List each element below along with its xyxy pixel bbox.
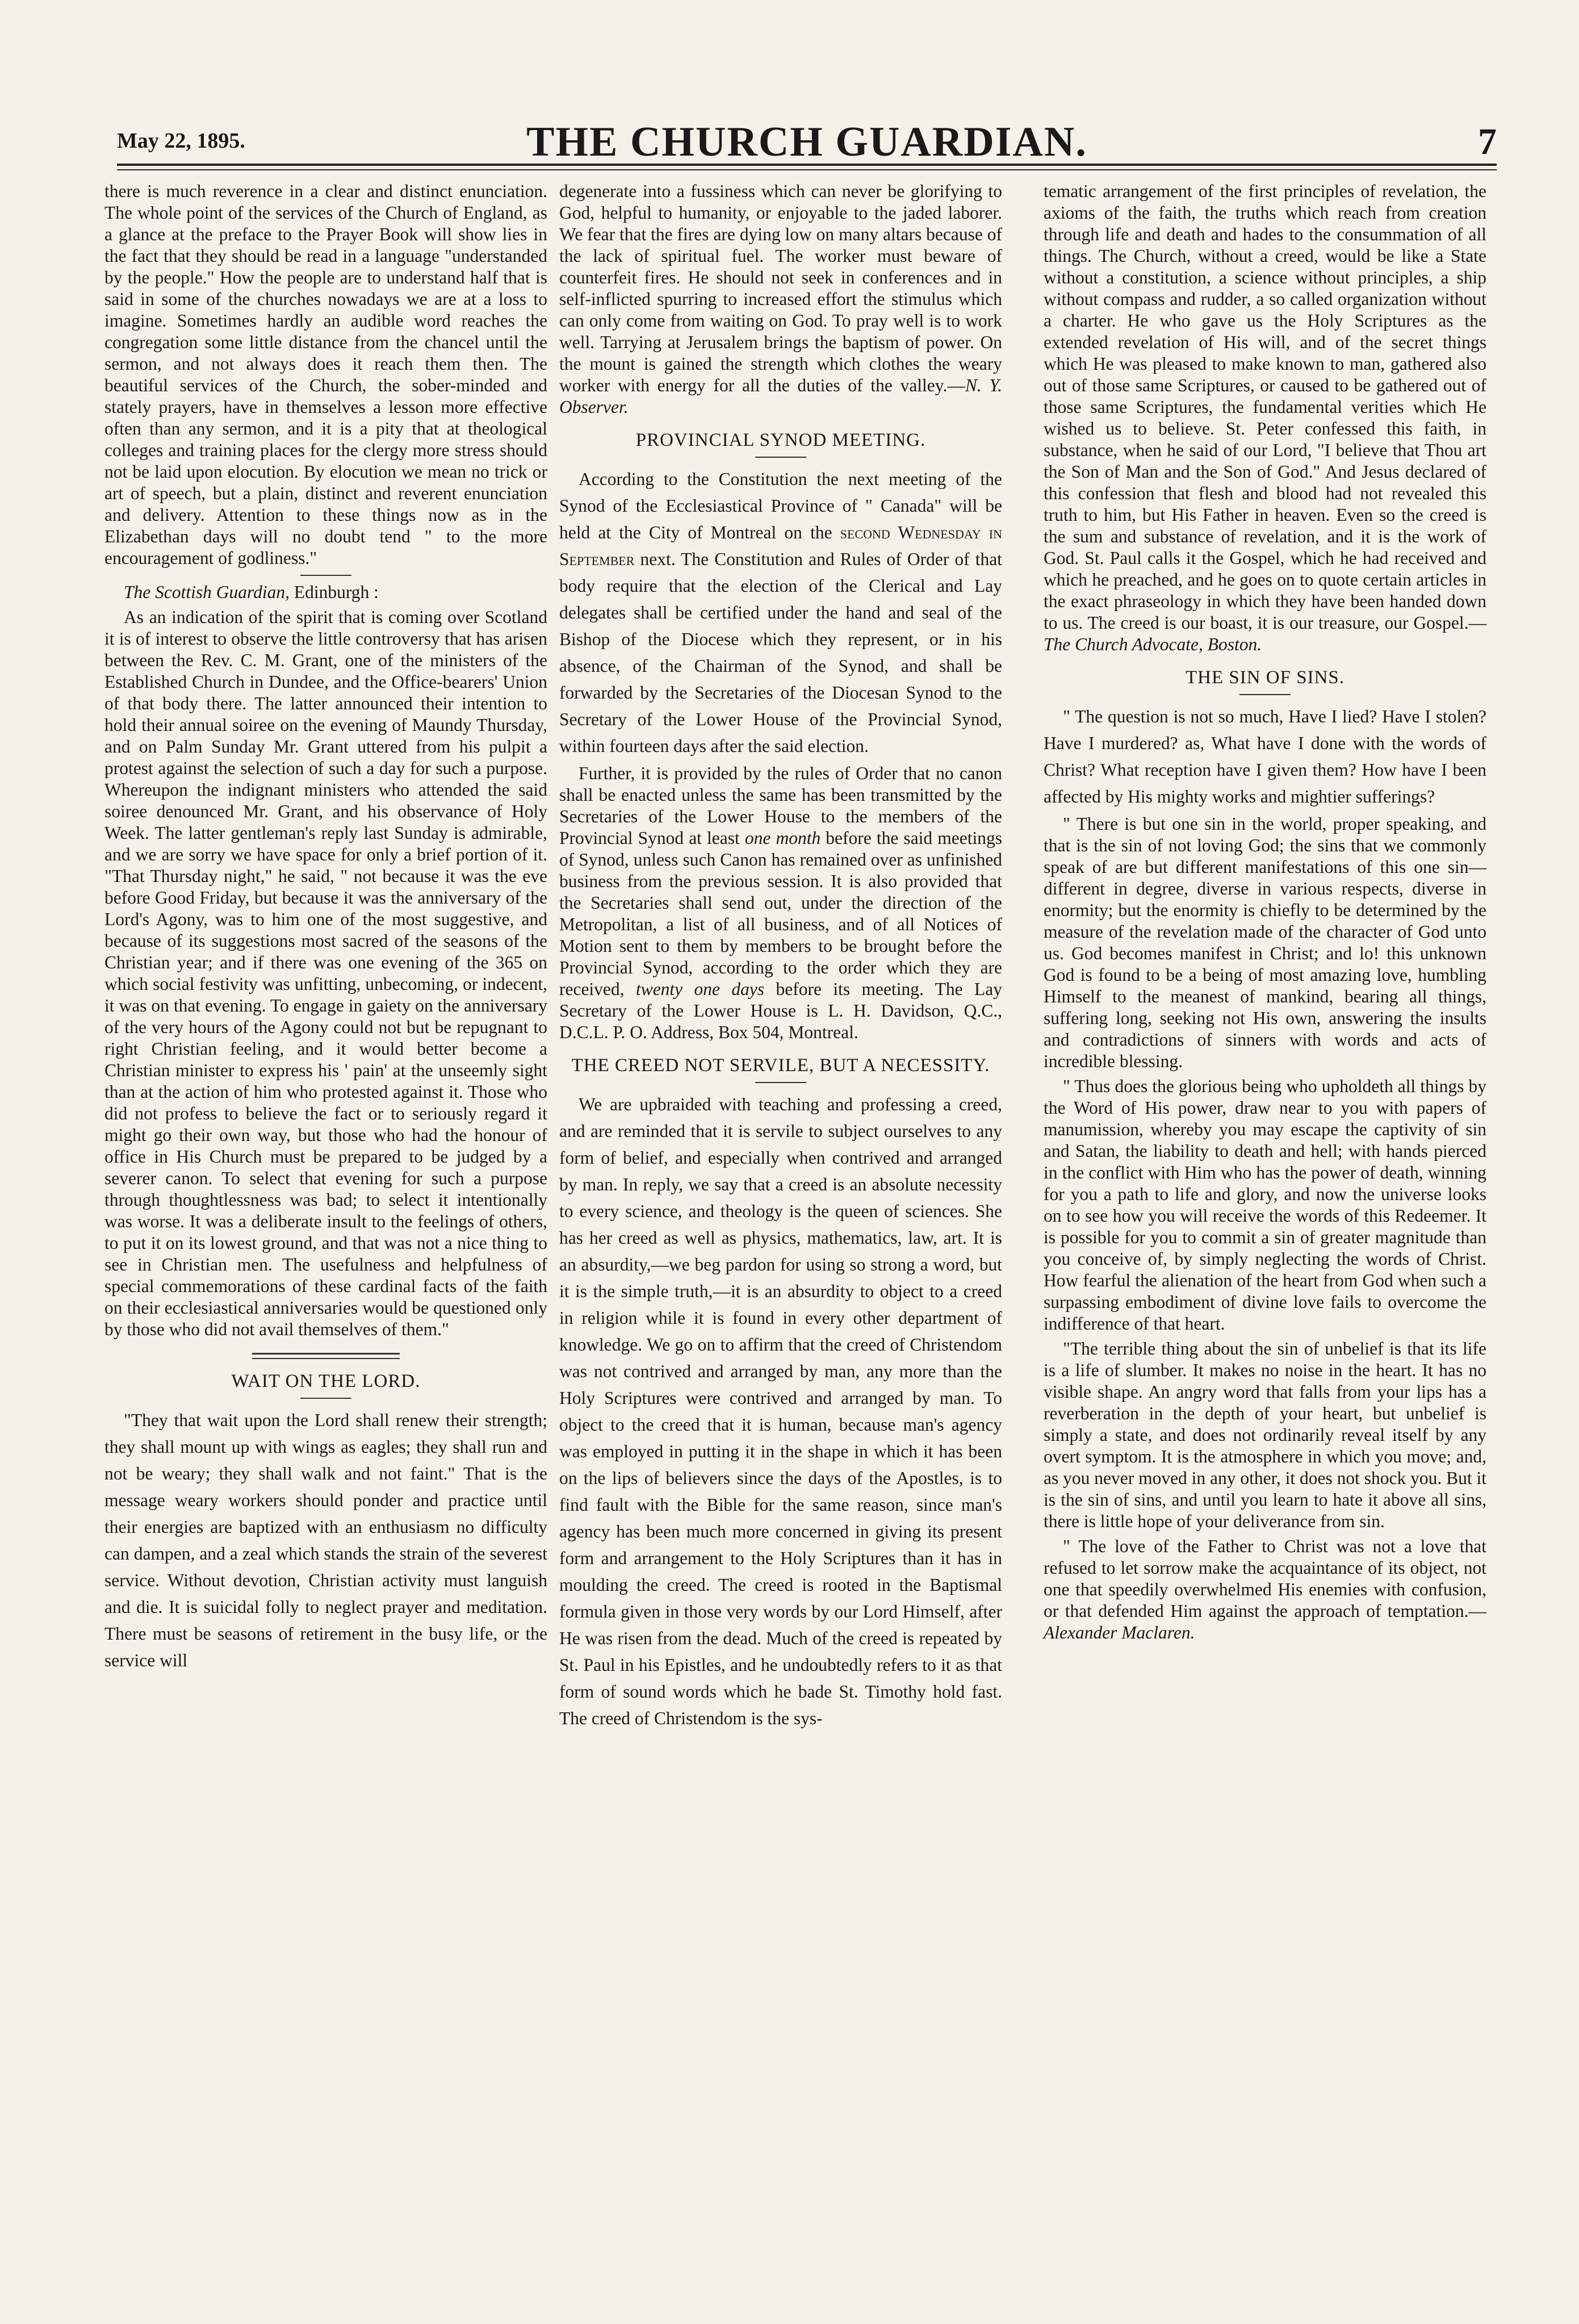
source-signature: N. Y. Observer. [559, 375, 1002, 417]
article-paragraph: there is much reverence in a clear and distinct enunciation. The whole point of the services of the Church of England, as a glance at the preface to the Prayer Book will show lies in the fact that they should be read in a language "understanded by the people." How the people are to understand half that is said in some of the churches nowadays we are at a loss to imagine. Sometimes hardly an audible word reaches the congregation some little distance from the chancel until the sermon, and not always does it reach them then. The beautiful services of the Church, the sober-minded and stately prayers, have in themselves a lesson more effective often than any sermon, and it is a pity that at theological colleges and training places for the clergy more stress should not be laid upon elocution. By elocution we mean no trick or art of speech, but a plain, distinct and reverent enunciation and delivery. Attention to these things now as in the Elizabethan days will no doubt tend " to the more encouragement of godliness." [104, 181, 547, 568]
paragraph-text: degenerate into a fussiness which can never be glorifying to God, helpful to humanity, or enjoyable to the jaded laborer. We fear that the fires are dying low on many altars because of the lack of spiritual fuel. The worker must beware of counterfeit fires. He should not seek in conferences and in self-inflicted spurring to increased effort the stimulus which can only come from waiting on God. To pray well is to work well. Tarrying at Jerusalem brings the baptism of power. On the mount is gained the strength which clothes the weary worker with energy for all the duties of the valley.— [559, 181, 1002, 395]
masthead-rule-thin [117, 169, 1497, 170]
article-paragraph: As an indication of the spirit that is coming over Scotland it is of interest to observe the little controversy that has arisen between the Rev. C. M. Grant, one of the ministers of the Established Church in Dundee, and the Office-bearers' Union of that body there. The latter announced their intention to hold their annual soiree on the evening of Maundy Thursday, and on Palm Sunday Mr. Grant uttered from his pulpit a protest against the selection of such a day for such a purpose. Whereupon the indignant ministers who attended the said soiree denounced Mr. Grant, and his observance of Holy Week. The latter gentleman's reply last Sunday is admirable, and we are sorry we have space for only a brief portion of it. "That Thursday night," he said, " not because it was the eve before Good Friday, but because it was the anniversary of the Lord's Agony, was to him one of the most suggestive, and because of its suggestions most sacred of the seasons of the Christian year; and if there was one evening of the 365 on which social festivity was unfitting, unbecoming, or indecent, it was on that evening. To engage in gaiety on the anniversary of the very hours of the Agony could not but be repugnant to right Christian feeling, and it would better become a Christian minister to express his ' pain' at the unseemly sight than at the action of him who protested against it. Those who did not profess to believe the fact or to seriously regard it might go their own way, but those who had the honour of office in His Church must be prepared to be judged by a severer canon. To select that evening for such a purpose through thoughtlessness was bad; to select it intentionally was worse. It was a deliberate insult to the feelings of others, to put it on its lowest ground, and that was not a nice thing to see in Christian men. The usefulness and helpfulness of special commemorations of these cardinal facts of the faith on their ecclesiastical anniversaries would be questioned only by those who did not avail themselves of them." [104, 607, 547, 1339]
source-name: The Scottish Guardian, [124, 582, 290, 602]
heading-dash [1239, 694, 1291, 695]
source-signature: The Church Advocate, Boston. [1044, 634, 1262, 654]
emphasis: twenty one days [635, 979, 765, 999]
heading-dash [755, 1082, 806, 1083]
article-paragraph: We are upbraided with teaching and professing a creed, and are reminded that it is servile to subject ourselves to any form of belief, and especially when contrived and arranged by man. In reply, we say that a creed is an absolute necessity to every science, and theology is the queen of sciences. She has her creed as well as physics, mathematics, law, art. It is an absurdity,—we beg pardon for using so strong a word, but it is the simple truth,—it is an absurdity to object to a creed in religion while it is found in every other department of knowledge. We go on to affirm that the creed of Christendom was not contrived and arranged by man, any more than the Holy Scriptures were contrived and arranged by man. To object to the creed that it is human, because man's agency was employed in putting it in the shape in which it has been on the lips of believers since the days of the Apostles, is to find fault with the Bible for the same reason, since man's agency has been much more concerned in giving its present form and arrangement to the Holy Scriptures than it has in moulding the creed. The creed is rooted in the Baptismal formula given in those very words by our Lord Himself, after He was risen from the dead. Much of the creed is repeated by St. Paul in his Epistles, and he undoubtedly refers to it as that form of sound words which he bade St. Timothy hold fast. The creed of Christendom is the sys- [559, 1094, 1002, 1728]
source-signature: Alexander Maclaren. [1044, 1623, 1195, 1642]
column-2 [559, 181, 1002, 1732]
heading-dash [755, 457, 806, 458]
article-paragraph [1044, 1536, 1486, 1644]
paragraph-text: before the said meetings of Synod, unless such Canon has remained over as unfinished business from the previous session. It is also provided that the Secretaries shall send out, under the direction of the Metropolitan, a list of all business, and of all Notices of Motion sent to them by members to be brought before the Provincial Synod, according to the order which they are received, [559, 828, 1002, 999]
section-heading: PROVINCIAL SYNOD MEETING. [635, 430, 926, 450]
page-number: 7 [1478, 121, 1497, 162]
paragraph-text: tematic arrangement of the first principles of revelation, the axioms of the faith, the truths which reach from creation through life and death and hades to the consummation of all things. The Church, without a creed, would be like a State without a constitution, a science without principles, a ship without compass and rudder, a so called organization without a charter. He who gave us the Holy Scriptures as the extended revelation of His will, and of the secret things which He was pleased to make known to man, gathered also out of those same Scriptures, or caused to be gathered out of those same Scriptures, the fundamental verities which He wished us to believe. St. Peter confessed this faith, in substance, when he said of our Lord, "I believe that Thou art the Son of Man and the Son of God." And Jesus declared of this confession that flesh and blood had not revealed this truth to him, but His Father in heaven. Even so the creed is the sum and substance of revelation, and it is the work of God. St. Paul calls it the Gospel, which he had received and which he preached, and he goes on to quote certain articles in the exact phraseology in which they have been handed down to us. The creed is our boast, it is our treasure, our Gospel.— [1044, 181, 1486, 633]
article-paragraph: " There is but one sin in the world, proper speaking, and that is the sin of not loving God; the sins that we commonly speak of are but different manifestations of this one sin—different in degree, diverse in various respects, diverse in enormity; but the enormity is chiefly to be determined by the measure of the revelation made of the character of God unto us. God becomes manifest in Christ; and lo! this unknown God is found to be a being of most amazing love, humbling Himself to the meanest of mankind, bearing all things, suffering long, seeking not His own, answering the insults and contradictions of sinners with words and acts of incredible blessing. [1044, 814, 1486, 1071]
paragraph-text: next. The Constitution and Rules of Order of that body require that the election of the Clerical and Lay delegates shall be certified under the hand and seal of the Bishop of the Diocese which they represent, or in his absence, of the Chairman of the Synod, and shall be forwarded by the Secretaries of the Diocesan Synod to the Secretary of the Lower House of the Provincial Synod, within fourteen days after the said election. [559, 549, 1002, 756]
heading-dash [300, 1398, 351, 1399]
column-3 [1044, 181, 1486, 1644]
newspaper-title: THE CHURCH GUARDIAN. [526, 119, 1087, 165]
meeting-date: second Wednesday in September [559, 523, 1003, 569]
separator-rule [300, 575, 351, 576]
masthead [117, 119, 1497, 165]
article-paragraph: " Thus does the glorious being who upholdeth all things by the Word of His power, draw near to you with papers of manumission, whereby you may escape the captivity of sin and Satan, the liability to death and hell; with hands pierced in the conflict with Him who has the power of death, winning for you a path to life and glory, and now the universe looks on to see how you will receive the words of this Redeemer. It is possible for you to commit a sin of greater magnitude than you conceive of, by simply neglecting the words of Christ. How fearful the alienation of the heart from God when such a surpassing embodiment of divine love fails to overcome the indifference of that heart. [1044, 1076, 1486, 1334]
paragraph-text: before its meeting. The Lay Secretary of the Lower House is L. H. Davidson, Q.C., D.C.L. P. O. Address, Box 504, Montreal. [559, 979, 1002, 1042]
article-paragraph [559, 466, 1002, 759]
section-heading: THE SIN OF SINS. [1185, 667, 1345, 688]
source-place: Edinburgh : [289, 582, 379, 602]
paragraph-text: Further, it is provided by the rules of Order that no canon shall be enacted unless the same has been transmitted by the Secretaries of the Lower House to the members of the Provincial Synod at least [559, 763, 1002, 848]
article-paragraph [559, 181, 1002, 418]
article-paragraph: "They that wait upon the Lord shall renew their strength; they shall mount up with wings as eagles; they shall run and not be weary; they shall walk and not faint." That is the message weary workers should ponder and practice until their energies are baptized with an enthusiasm no difficulty can dampen, and a zeal which stands the strain of the severest service. Without devotion, Christian activity must languish and die. It is suicidal folly to neglect prayer and meditation. There must be seasons of retirement in the busy life, or the service will [104, 1410, 547, 1670]
paragraph-text: " The love of the Father to Christ was not a love that refused to let sorrow make the acquaintance of its object, not one that speedily overwhelmed His enemies with confusion, or that defended Him against the approach of temptation.— [1044, 1536, 1486, 1621]
section-heading: WAIT ON THE LORD. [231, 1371, 421, 1391]
article-paragraph [1044, 181, 1486, 655]
section-rule [252, 1353, 400, 1359]
column-1 [104, 181, 547, 1674]
article-paragraph [559, 763, 1002, 1043]
article-paragraph: "The terrible thing about the sin of unbelief is that its life is a life of slumber. It makes no noise in the heart. It has no visible shape. An angry word that falls from your lips has a reverberation in the depth of your heart, but unbelief is simply a state, and does not ordinarily reveal itself by any overt symptom. It is the atmosphere in which you move; and, as you never moved in any other, it does not shock you. But it is the sin of sins, and until you learn to hate it above all sins, there is little hope of your deliverance from sin. [1044, 1339, 1486, 1531]
issue-date: May 22, 1895. [117, 129, 245, 153]
paragraph-text: According to the Constitution the next meeting of the Synod of the Ecclesiastical Province of " Canada" will be held at the City of Montreal on the [559, 469, 1002, 542]
masthead-rule [117, 164, 1497, 166]
section-heading: THE CREED NOT SERVILE, BUT A NECESSITY. [571, 1055, 990, 1076]
emphasis: one month [744, 828, 821, 848]
source-line [104, 582, 547, 603]
article-paragraph: " The question is not so much, Have I lied? Have I stolen? Have I murdered? as, What have I done with the words of Christ? What reception have I given them? How have I been affected by His mighty works and mightier sufferings? [1044, 707, 1486, 806]
